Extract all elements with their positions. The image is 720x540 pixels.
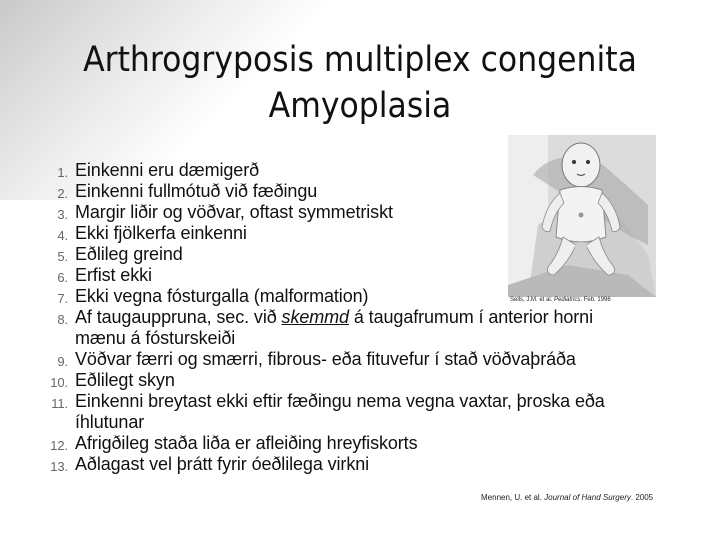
list-text-post: á taugafrumum í anterior horni mænu á fósturskeiði <box>75 307 593 348</box>
list-text-emphasis: skemmd <box>281 307 349 327</box>
list-number: 7. <box>57 291 68 306</box>
list-text: Eðlilegt skyn <box>75 370 175 390</box>
list-number: 5. <box>57 249 68 264</box>
photo-citation-authors: Sells, J.M. et al. <box>510 297 555 303</box>
photo-citation-journal: Pediatrics <box>554 297 581 303</box>
list-item <box>0 370 635 391</box>
reference-citation <box>481 493 653 502</box>
list-item <box>0 307 635 349</box>
list-item <box>0 244 635 265</box>
list-item <box>0 349 635 370</box>
list-number: 11. <box>51 396 68 411</box>
reference-authors: Mennen, U. et al. <box>481 493 545 502</box>
slide-title <box>72 37 648 129</box>
list-number: 9. <box>57 354 68 369</box>
list-item <box>0 286 635 307</box>
list-number: 3. <box>57 207 68 222</box>
list-text: Eðlileg greind <box>75 244 183 264</box>
findings-list <box>0 160 635 475</box>
list-item <box>0 433 635 454</box>
list-item <box>0 265 635 286</box>
reference-year: . 2005 <box>630 493 654 502</box>
list-number: 2. <box>57 186 68 201</box>
list-item <box>0 202 635 223</box>
list-number: 12. <box>50 438 68 453</box>
list-number: 10. <box>50 375 68 390</box>
list-text: Einkenni eru dæmigerð <box>75 160 259 180</box>
list-text: Vöðvar færri og smærri, fibrous- eða fituvefur í stað vöðvaþráða <box>75 349 576 369</box>
list-number: 6. <box>57 270 68 285</box>
list-text: Margir liðir og vöðvar, oftast symmetriskt <box>75 202 393 222</box>
list-text: Ekki vegna fósturgalla (malformation) <box>75 286 369 306</box>
list-number: 8. <box>57 312 68 327</box>
list-text: Einkenni breytast ekki eftir fæðingu nema vegna vaxtar, þroska eða íhlutunar <box>75 391 605 432</box>
title-line-2: Amyoplasia <box>268 86 452 127</box>
list-item <box>0 181 635 202</box>
list-text: Afrigðileg staða liða er afleiðing hreyfiskorts <box>75 433 418 453</box>
list-text: Ekki fjölkerfa einkenni <box>75 223 247 243</box>
list-text: Erfist ekki <box>75 265 152 285</box>
list-text: Einkenni fullmótuð við fæðingu <box>75 181 318 201</box>
photo-citation-date: . Feb. 1996 <box>580 297 611 303</box>
list-text-pre: Af taugauppruna, sec. við <box>75 307 282 327</box>
title-line-1: Arthrogryposis multiplex congenita <box>83 40 637 81</box>
list-item <box>0 454 635 475</box>
list-text: Aðlagast vel þrátt fyrir óeðlilega virkni <box>75 454 370 474</box>
list-item <box>0 223 635 244</box>
list-item <box>0 160 635 181</box>
list-number: 4. <box>57 228 68 243</box>
list-number: 13. <box>50 459 68 474</box>
list-number: 1. <box>57 165 68 180</box>
list-item <box>0 391 635 433</box>
reference-journal: Journal of Hand Surgery <box>544 493 631 502</box>
